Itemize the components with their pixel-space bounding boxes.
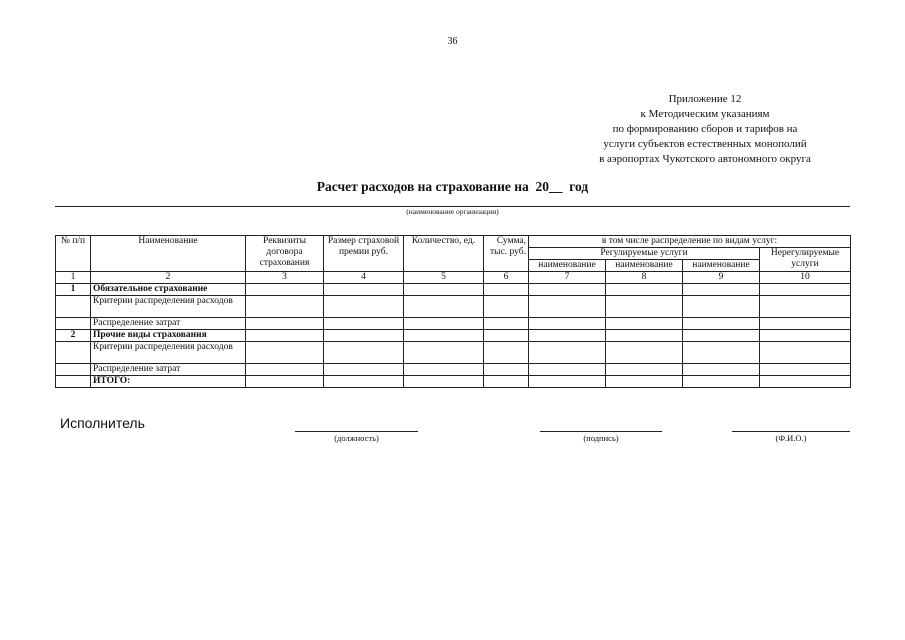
appendix-line: по формированию сборов и тарифов на	[612, 123, 798, 135]
cell	[404, 376, 484, 388]
signature-caption: (подпись)	[583, 433, 619, 443]
column-number: 10	[760, 272, 851, 284]
cell	[529, 342, 606, 364]
column-number: 7	[529, 272, 606, 284]
cell	[404, 330, 484, 342]
cell	[404, 342, 484, 364]
column-number: 8	[606, 272, 683, 284]
row-num	[56, 376, 91, 388]
cell	[324, 284, 404, 296]
cell	[246, 296, 324, 318]
cell	[324, 330, 404, 342]
insurance-table	[55, 235, 851, 388]
cell	[484, 284, 529, 296]
cell	[606, 364, 683, 376]
row-num: 1	[56, 284, 91, 296]
row-num	[56, 296, 91, 318]
appendix-line: Приложение 12	[668, 93, 742, 105]
cell	[760, 376, 851, 388]
cell	[529, 284, 606, 296]
header-premium: Размер страховой премии руб.	[324, 236, 404, 272]
cell	[404, 296, 484, 318]
row-name: Распределение затрат	[91, 318, 246, 330]
cell	[529, 376, 606, 388]
cell	[246, 342, 324, 364]
cell	[324, 318, 404, 330]
header-subname: наименование	[529, 260, 606, 272]
row-num	[56, 318, 91, 330]
column-number: 9	[683, 272, 760, 284]
cell	[683, 296, 760, 318]
row-name: ИТОГО:	[91, 376, 246, 388]
cell	[683, 318, 760, 330]
cell	[484, 296, 529, 318]
header-subname: наименование	[683, 260, 760, 272]
cell	[404, 284, 484, 296]
position-caption: (должность)	[334, 433, 379, 443]
appendix-block	[560, 92, 850, 167]
cell	[760, 296, 851, 318]
cell	[760, 364, 851, 376]
cell	[683, 330, 760, 342]
cell	[606, 318, 683, 330]
cell	[606, 376, 683, 388]
table-row	[56, 318, 851, 330]
cell	[404, 364, 484, 376]
cell	[324, 376, 404, 388]
column-number: 3	[246, 272, 324, 284]
cell	[246, 284, 324, 296]
header-requisites: Реквизиты договора страхования	[246, 236, 324, 272]
cell	[246, 376, 324, 388]
row-num: 2	[56, 330, 91, 342]
column-number: 2	[91, 272, 246, 284]
cell	[246, 318, 324, 330]
header-regulated: Регулируемые услуги	[529, 248, 760, 260]
cell	[404, 318, 484, 330]
header-num: № п/п	[56, 236, 91, 272]
cell	[760, 284, 851, 296]
row-name: Критерии распределения расходов	[91, 342, 246, 364]
signature-line	[540, 431, 662, 432]
cell	[606, 284, 683, 296]
fio-line	[732, 431, 850, 432]
row-name: Прочие виды страхования	[91, 330, 246, 342]
row-name: Обязательное страхование	[91, 284, 246, 296]
row-name: Критерии распределения расходов	[91, 296, 246, 318]
header-distribution: в том числе распределение по видам услуг:	[529, 236, 851, 248]
header-subname: наименование	[606, 260, 683, 272]
header-sum: Сумма, тыс. руб.	[484, 236, 529, 272]
appendix-line: услуги субъектов естественных монополий	[603, 138, 807, 150]
table-row	[56, 284, 851, 296]
table-row	[56, 342, 851, 364]
cell	[246, 364, 324, 376]
cell	[484, 318, 529, 330]
table-row	[56, 364, 851, 376]
cell	[484, 330, 529, 342]
cell	[324, 342, 404, 364]
cell	[606, 342, 683, 364]
cell	[606, 330, 683, 342]
column-number: 5	[404, 272, 484, 284]
column-number: 1	[56, 272, 91, 284]
cell	[760, 318, 851, 330]
position-line	[295, 431, 418, 432]
cell	[246, 330, 324, 342]
row-num	[56, 364, 91, 376]
header-name: Наименование	[91, 236, 246, 272]
page-number: 36	[447, 36, 458, 47]
cell	[529, 364, 606, 376]
table-row	[56, 296, 851, 318]
cell	[683, 376, 760, 388]
cell	[484, 376, 529, 388]
document-title: Расчет расходов на страхование на 20__ год	[316, 179, 589, 194]
row-name: Распределение затрат	[91, 364, 246, 376]
header-quantity: Количество, ед.	[404, 236, 484, 272]
fio-caption: (Ф.И.О.)	[775, 433, 807, 443]
row-num	[56, 342, 91, 364]
header-unregulated: Нерегулируемые услуги	[760, 248, 851, 272]
cell	[324, 296, 404, 318]
appendix-line: в аэропортах Чукотского автономного округа	[599, 153, 811, 165]
table-row	[56, 330, 851, 342]
organization-caption: (наименование организации)	[406, 207, 499, 216]
cell	[683, 342, 760, 364]
cell	[529, 296, 606, 318]
cell	[324, 364, 404, 376]
appendix-line: к Методическим указаниям	[640, 108, 770, 120]
cell	[683, 284, 760, 296]
cell	[760, 330, 851, 342]
cell	[529, 318, 606, 330]
cell	[484, 342, 529, 364]
column-number: 4	[324, 272, 404, 284]
column-number: 6	[484, 272, 529, 284]
executor-label: Исполнитель	[60, 415, 145, 431]
cell	[529, 330, 606, 342]
cell	[760, 342, 851, 364]
cell	[606, 296, 683, 318]
table-row-total	[56, 376, 851, 388]
cell	[683, 364, 760, 376]
cell	[484, 364, 529, 376]
